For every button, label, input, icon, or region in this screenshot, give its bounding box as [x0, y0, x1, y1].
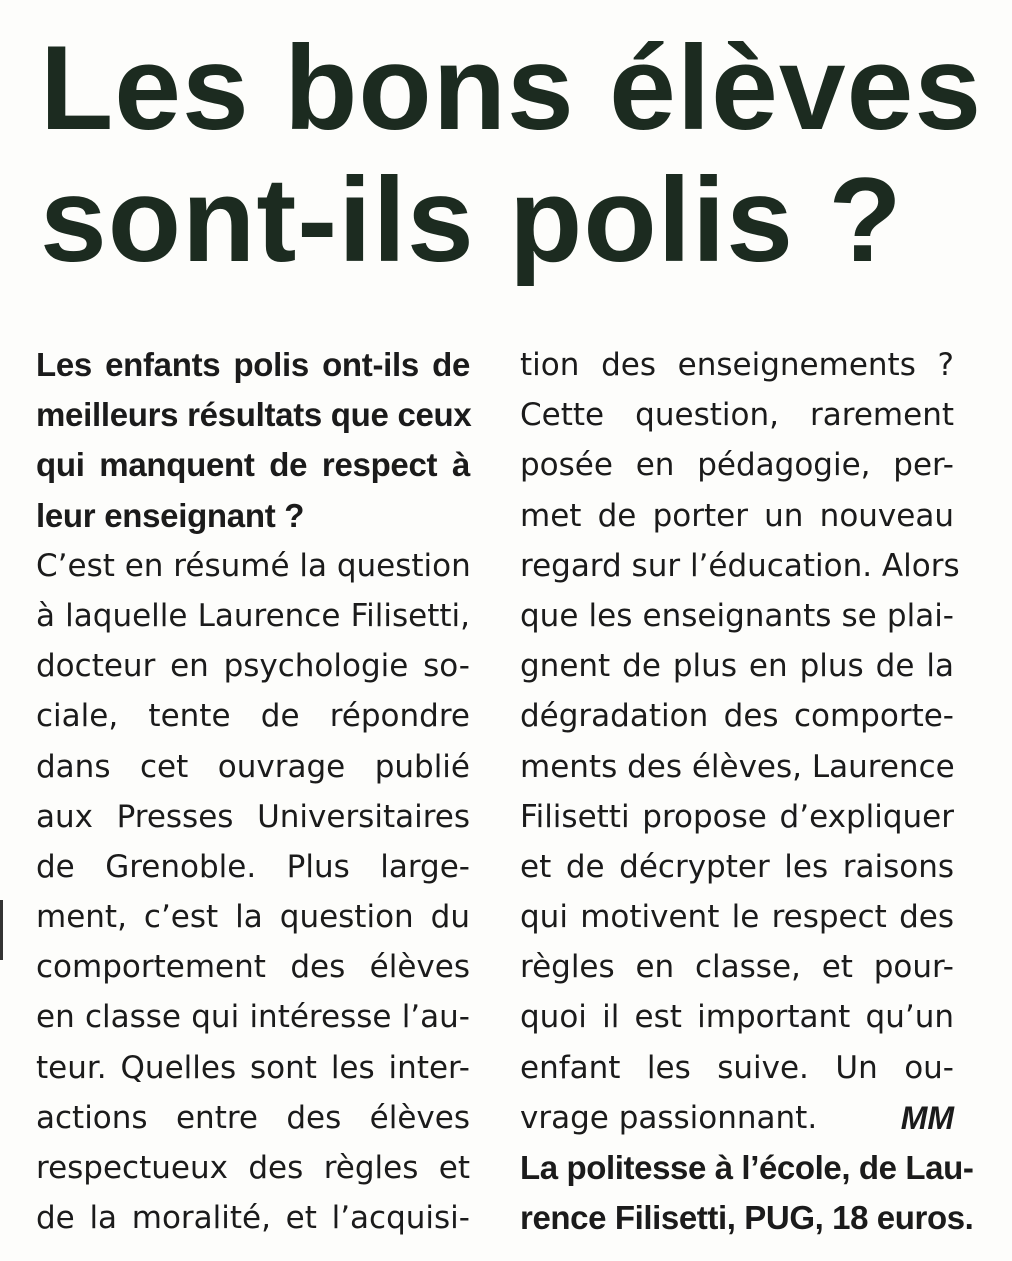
body-line: règles en classe, et pour- — [520, 949, 954, 986]
title-line-1: Les bons élèves — [40, 21, 983, 155]
body-line: tion des enseignements ? — [520, 347, 954, 383]
body-line: enfant les suive. Un ou- — [520, 1049, 954, 1086]
body-line: posée en pédagogie, per- — [520, 447, 954, 484]
scan-edge-mark — [0, 900, 3, 960]
body-line: met de porter un nouveau — [520, 497, 954, 534]
right-column — [520, 340, 974, 1243]
body-line: quoi il est important qu’un — [520, 999, 954, 1036]
lead-line: meilleurs résultats que ceux — [36, 396, 472, 434]
body-line: qui motivent le respect des — [520, 899, 954, 936]
body-line: ment, c’est la question du — [36, 899, 470, 936]
closing-text: vrage passionnant. — [520, 1099, 818, 1136]
closing-line — [520, 1093, 954, 1143]
body-line: regard sur l’éducation. Alors — [520, 547, 960, 584]
body-line: Filisetti propose d’expliquer — [520, 798, 954, 835]
body-line: de la moralité, et l’acquisi- — [36, 1200, 470, 1237]
title-line-2: sont-ils polis ? — [40, 153, 903, 287]
body-line: que les enseignants se plai- — [520, 597, 954, 634]
lead-line: qui manquent de respect à — [36, 446, 470, 484]
body-line: Cette question, rarement — [520, 397, 954, 434]
body-line: à laquelle Laurence Filisetti, — [36, 597, 470, 634]
body-line: teur. Quelles sont les inter- — [36, 1049, 470, 1086]
author-signature: MM — [900, 1099, 954, 1136]
body-line: respectueux des règles et — [36, 1150, 470, 1186]
body-line: ments des élèves, Laurence — [520, 748, 955, 785]
body-line: comportement des élèves — [36, 949, 470, 986]
book-reference-line-1: La politesse à l’école, de Lau- — [520, 1149, 974, 1186]
body-line: actions entre des élèves — [36, 1099, 470, 1136]
body-line: C’est en résumé la question — [36, 547, 471, 584]
body-line: aux Presses Universitaires — [36, 798, 470, 835]
book-reference-line-2: rence Filisetti, PUG, 18 euros. — [520, 1199, 974, 1237]
left-column — [36, 340, 470, 1243]
body-line: docteur en psychologie so- — [36, 648, 470, 685]
body-line: dégradation des comporte- — [520, 698, 954, 735]
body-line: et de décrypter les raisons — [520, 848, 954, 885]
lead-line: Les enfants polis ont-ils de — [36, 346, 470, 383]
article-title — [40, 22, 1000, 286]
body-line: gnent de plus en plus de la — [520, 648, 954, 685]
lead-line: leur enseignant ? — [36, 496, 305, 534]
body-line: de Grenoble. Plus large- — [36, 848, 470, 885]
body-line: ciale, tente de répondre — [36, 698, 470, 735]
body-line: dans cet ouvrage publié — [36, 748, 470, 785]
body-line: en classe qui intéresse l’au- — [36, 999, 470, 1036]
